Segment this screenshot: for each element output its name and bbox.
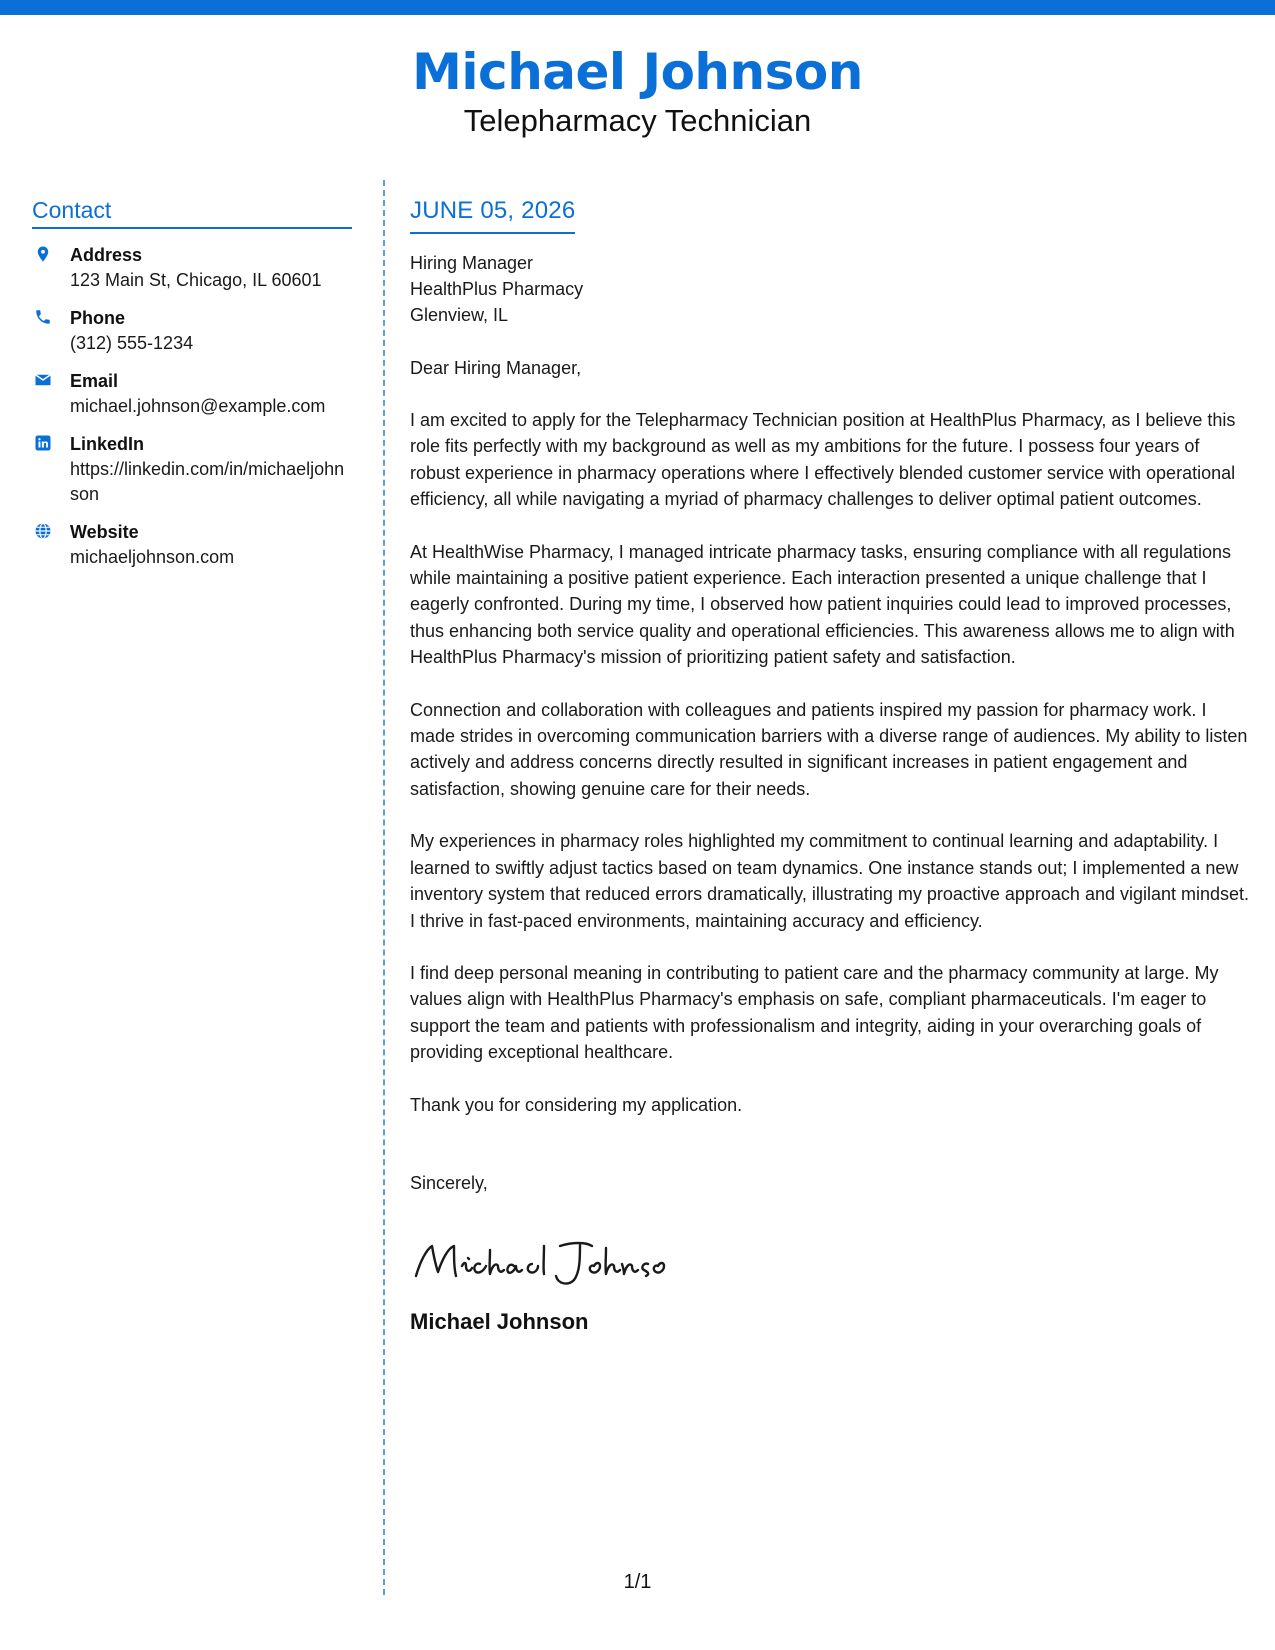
contact-label: Address (70, 245, 143, 265)
body-paragraph: I find deep personal meaning in contributing to patient care and the pharmacy community at large. My values align with HealthPlus Pharmacy's emphasis on safe, compliant pharmaceuticals. I'm eager to support the team and patients with professionalism and integrity, aiding in your overarching goals of providing exceptional healthcare. (410, 962, 1219, 1063)
job-title: Telepharmacy Technician (463, 103, 812, 138)
contact-item-email (32, 369, 352, 419)
contact-item-website (32, 520, 352, 570)
letter-body (410, 196, 1252, 1336)
linkedin-icon (34, 434, 52, 452)
signer-name: Michael Johnson (410, 1308, 589, 1334)
top-accent-bar (0, 0, 1275, 15)
contact-label: Email (70, 371, 119, 391)
salutation: Dear Hiring Manager, (410, 358, 582, 378)
page-number: 1/1 (623, 1571, 652, 1593)
recipient-line: HealthPlus Pharmacy (410, 279, 584, 299)
recipient-line: Hiring Manager (410, 253, 534, 273)
phone-icon (34, 308, 52, 326)
email-icon (34, 371, 52, 389)
letter-header (0, 42, 1275, 140)
body-paragraph: I am excited to apply for the Telepharmacy Technician position at HealthPlus Pharmacy, as I believe this role fits perfectly with my background as well as my ambitions for the future. I possess four years of robust experience in pharmacy operations where I effectively blended customer service with operational efficiency, all while navigating a myriad of pharmacy challenges to deliver optimal patient outcomes. (410, 410, 1236, 510)
phone-value: (312) 555-1234 (70, 333, 194, 353)
body-paragraph: Connection and collaboration with colleagues and patients inspired my passion for pharmacy work. I made strides in overcoming communication barriers with a diverse range of audiences. My ability to listen actively and address concerns directly resulted in significant increases in patient engagement and satisfaction, showing genuine care for their needs. (410, 699, 1248, 799)
email-value[interactable]: michael.johnson@example.com (70, 396, 326, 416)
address-value: 123 Main St, Chicago, IL 60601 (70, 270, 322, 290)
contact-label: Website (70, 522, 139, 542)
body-paragraph: Thank you for considering my application. (410, 1094, 743, 1115)
signature-image (410, 1232, 670, 1292)
globe-icon (34, 522, 52, 540)
column-divider (383, 180, 385, 1595)
contact-label: LinkedIn (70, 434, 145, 454)
contact-item-linkedin (32, 432, 352, 507)
contact-sidebar (32, 196, 352, 583)
contact-item-address (32, 243, 352, 293)
linkedin-value[interactable]: https://linkedin.com/in/michaeljohnson (70, 459, 345, 504)
applicant-name: Michael Johnson (412, 43, 863, 101)
letter-date: JUNE 05, 2026 (410, 196, 575, 234)
contact-heading: Contact (32, 196, 352, 229)
recipient-block (410, 250, 1252, 328)
location-pin-icon (34, 245, 52, 263)
contact-item-phone (32, 306, 352, 356)
contact-label: Phone (70, 308, 126, 328)
body-paragraph: My experiences in pharmacy roles highlighted my commitment to continual learning and adaptability. I learned to swiftly adjust tactics based on team dynamics. One instance stands out; I implemented a new inventory system that reduced errors dramatically, illustrating my proactive approach and vigilant mindset. I thrive in fast-paced environments, maintaining accuracy and efficiency. (410, 831, 1250, 931)
website-value[interactable]: michaeljohnson.com (70, 547, 235, 567)
recipient-line: Glenview, IL (410, 305, 509, 325)
closing: Sincerely, (410, 1172, 488, 1193)
body-paragraph: At HealthWise Pharmacy, I managed intricate pharmacy tasks, ensuring compliance with all regulations while maintaining a positive patient experience. Each interaction presented a unique challenge that I eagerly confronted. During my time, I observed how patient inquiries could lead to improved processes, thus enhancing both service quality and operational efficiencies. This awareness allows me to align with HealthPlus Pharmacy's mission of prioritizing patient safety and satisfaction. (410, 541, 1235, 668)
handwritten-signature (410, 1232, 1252, 1292)
